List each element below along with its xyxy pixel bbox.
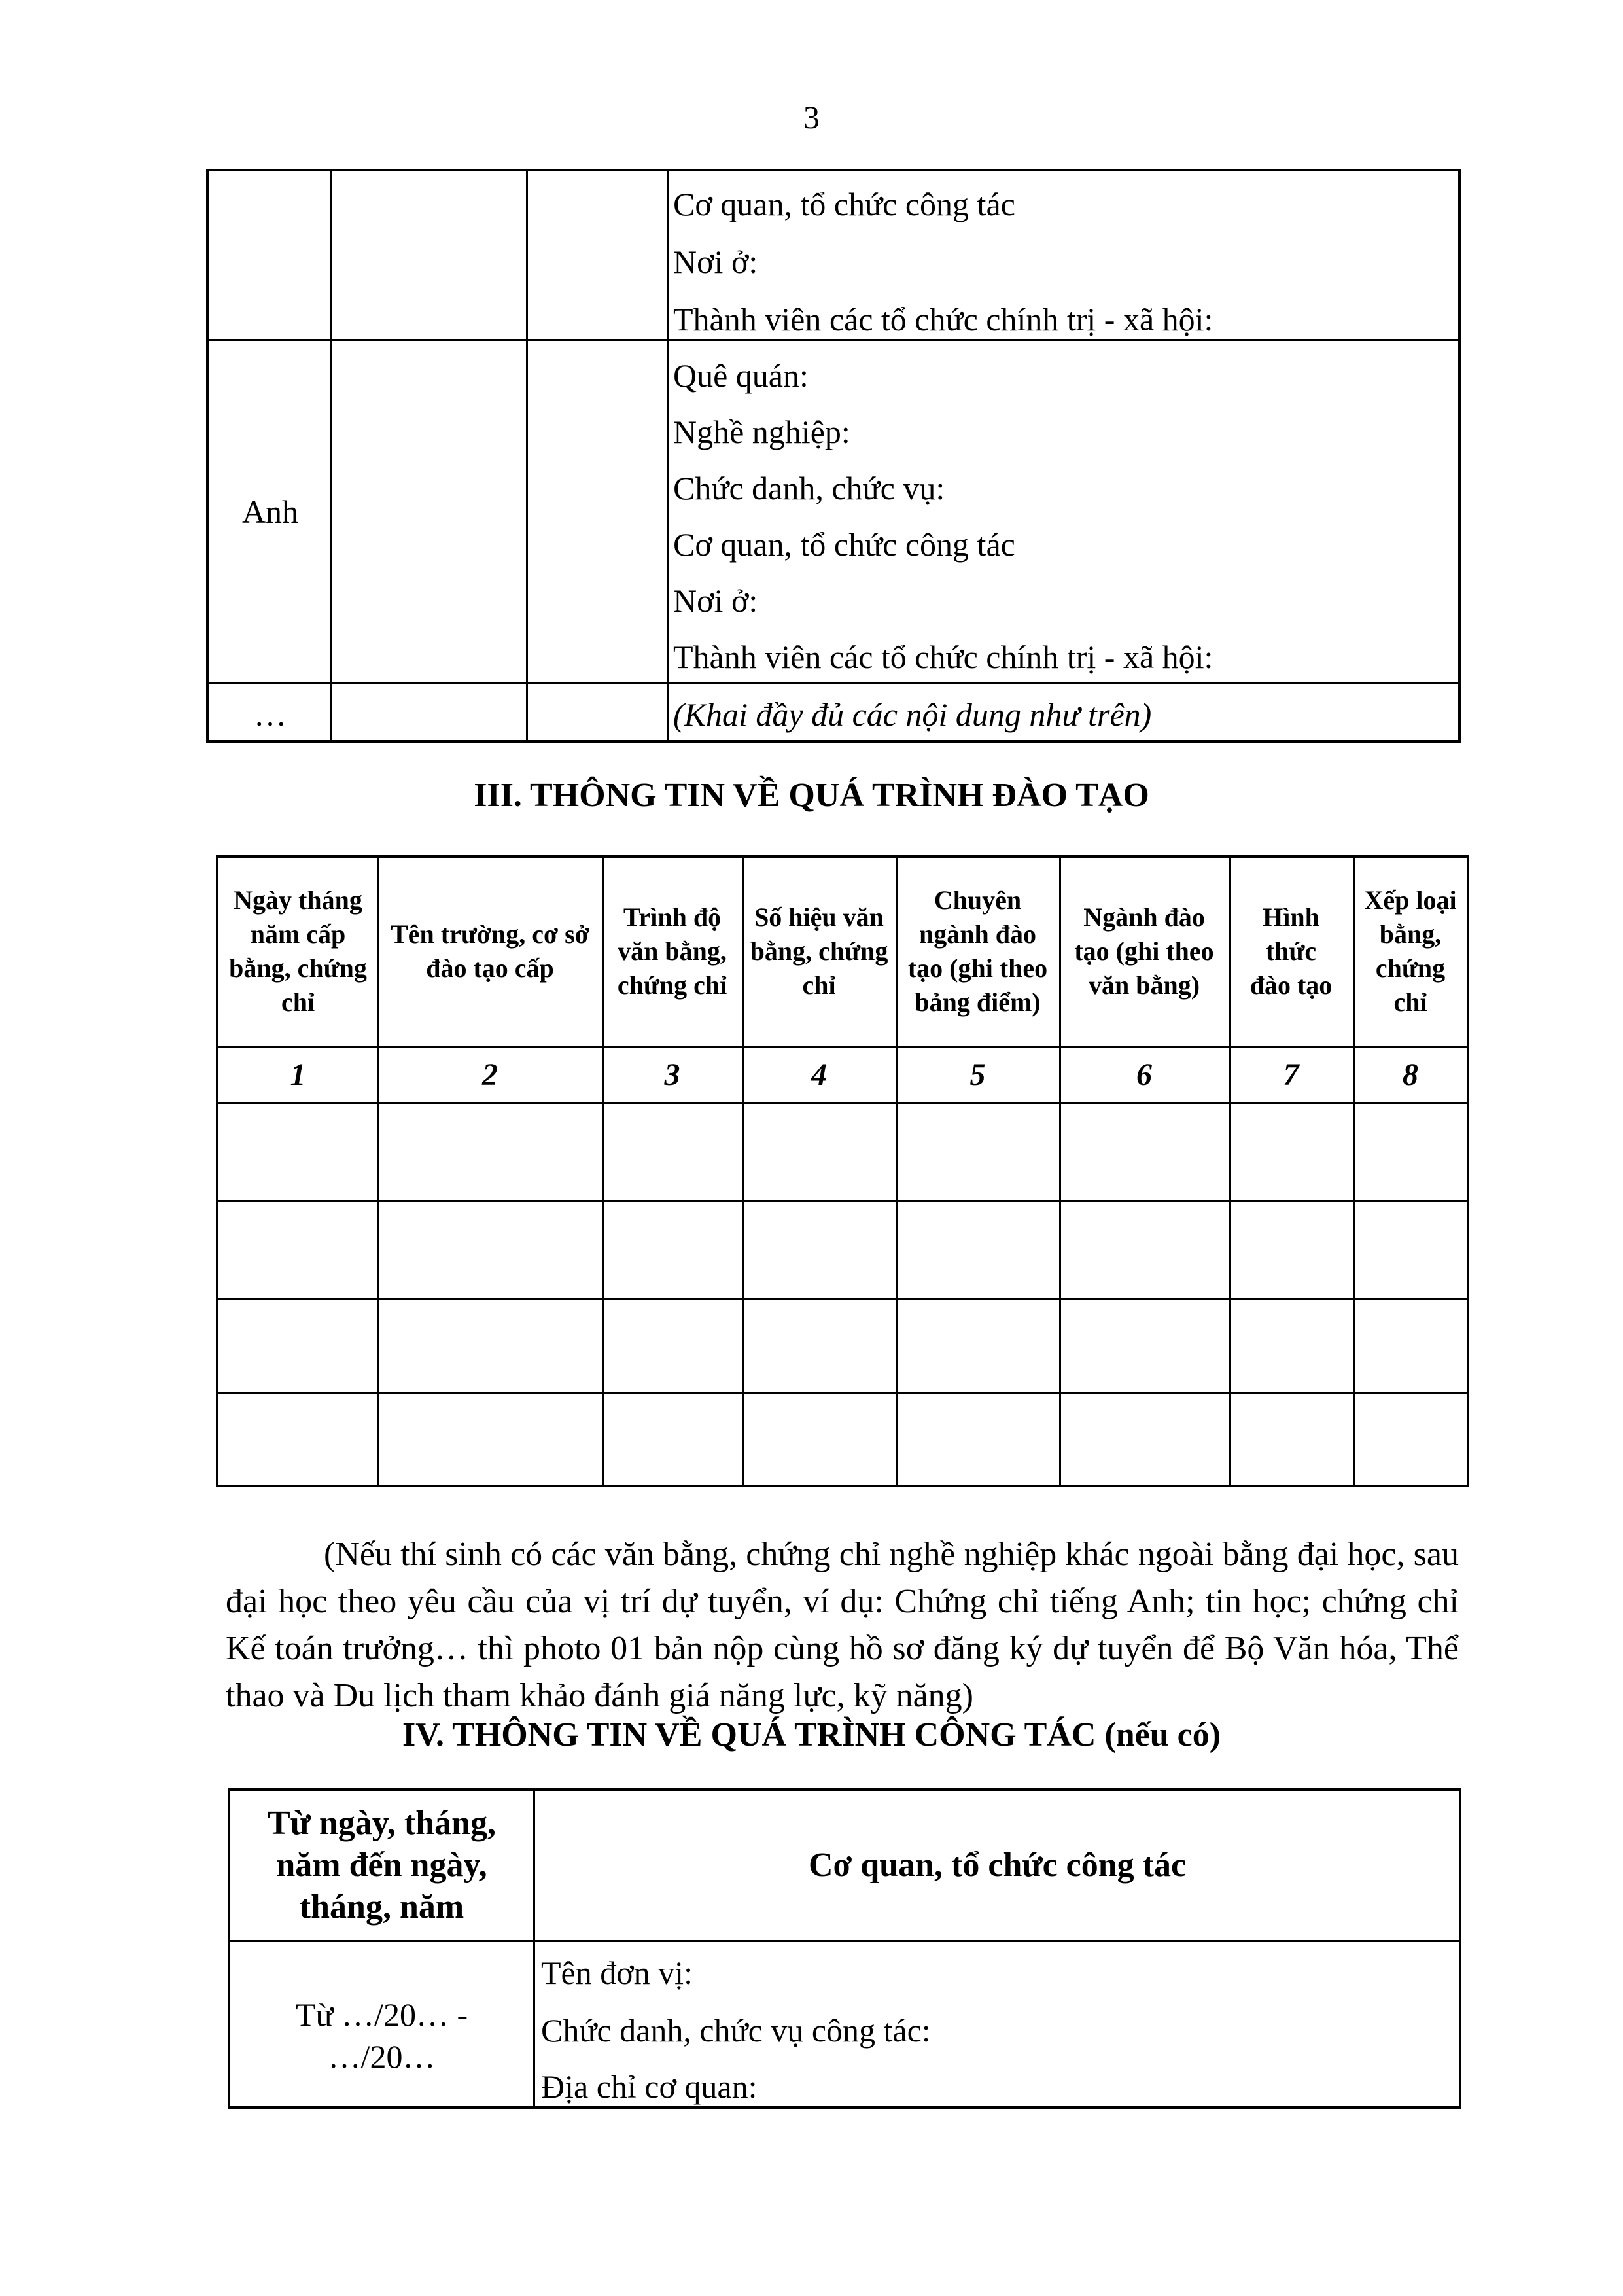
column-number: 8 [1403, 1057, 1418, 1092]
field-residence: Nơi ở: [673, 582, 758, 619]
table-divider [218, 1392, 1467, 1394]
field-workplace: Cơ quan, tổ chức công tác [673, 526, 1015, 563]
column-number: 2 [482, 1057, 498, 1092]
table-divider [526, 171, 528, 740]
family-members-table [206, 169, 1461, 743]
column-number: 1 [290, 1057, 306, 1092]
column-number: 5 [969, 1057, 986, 1092]
page-number: 3 [803, 99, 820, 135]
table-divider [218, 1200, 1467, 1202]
field-position: Chức danh, chức vụ: [673, 470, 945, 506]
fill-instruction: (Khai đầy đủ các nội dung như trên) [673, 696, 1152, 733]
column-number: 3 [664, 1057, 680, 1092]
table-divider [330, 171, 332, 740]
training-table [216, 855, 1469, 1487]
column-header: Ngành đào tạo (ghi theo văn bằng) [1074, 902, 1214, 1000]
field-unit-name: Tên đơn vị: [541, 1954, 693, 1991]
relation-label: … [254, 696, 287, 733]
field-hometown: Quê quán: [673, 357, 809, 394]
column-header-organization: Cơ quan, tổ chức công tác [808, 1846, 1187, 1884]
column-header: Ngày tháng năm cấp bằng, chứng chỉ [229, 885, 367, 1017]
column-number: 7 [1283, 1057, 1299, 1092]
section-3-title: III. THÔNG TIN VỀ QUÁ TRÌNH ĐÀO TẠO [474, 777, 1149, 814]
field-organization-membership: Thành viên các tổ chức chính trị - xã hội: [673, 639, 1213, 675]
column-header-period: Từ ngày, tháng, năm đến ngày, tháng, năm [267, 1805, 497, 1926]
table-divider [209, 339, 1458, 341]
training-note [226, 1531, 1459, 1720]
relation-label: Anh [241, 493, 299, 530]
column-header: Xếp loại bằng, chứng chỉ [1364, 885, 1457, 1017]
field-job-title: Chức danh, chức vụ công tác: [541, 2012, 931, 2049]
column-header: Hình thức đào tạo [1249, 902, 1333, 1000]
column-header: Số hiệu văn bằng, chứng chỉ [750, 902, 888, 1000]
table-divider [209, 682, 1458, 684]
table-divider [218, 1046, 1467, 1048]
field-occupation: Nghề nghiệp: [673, 414, 850, 450]
field-organization-membership: Thành viên các tổ chức chính trị - xã hội: [673, 301, 1213, 338]
column-number: 4 [811, 1057, 827, 1092]
column-header: Chuyên ngành đào tạo (ghi theo bảng điểm) [907, 885, 1048, 1017]
field-office-address: Địa chỉ cơ quan: [541, 2068, 758, 2105]
table-divider [218, 1298, 1467, 1300]
column-number: 6 [1136, 1057, 1152, 1092]
field-residence: Nơi ở: [673, 243, 758, 280]
column-header: Trình độ văn bằng, chứng chỉ [617, 902, 727, 1000]
work-history-table [228, 1788, 1461, 2109]
table-divider [667, 171, 669, 740]
field-workplace: Cơ quan, tổ chức công tác [673, 186, 1015, 222]
training-note-text: (Nếu thí sinh có các văn bằng, chứng chỉ nghề nghiệp khác ngoài bằng đại học, sau đại học theo yêu cầu của vị trí dự tuyển, ví dụ: Chứng chỉ tiếng Anh; tin học; chứng chỉ Kế toán trưởng… thì photo 01 bản nộp cùng hồ sơ đăng ký dự tuyển để Bộ Văn hóa, Thể thao và Du lịch tham khảo đánh giá năng lực, kỹ năng) [226, 1536, 1459, 1714]
section-4-title: IV. THÔNG TIN VỀ QUÁ TRÌNH CÔNG TÁC (nếu có) [402, 1716, 1221, 1754]
column-header: Tên trường, cơ sở đào tạo cấp [391, 919, 589, 983]
table-divider [230, 1940, 1459, 1942]
work-period: Từ …/20… - …/20… [295, 1996, 468, 2075]
table-divider [218, 1102, 1467, 1104]
